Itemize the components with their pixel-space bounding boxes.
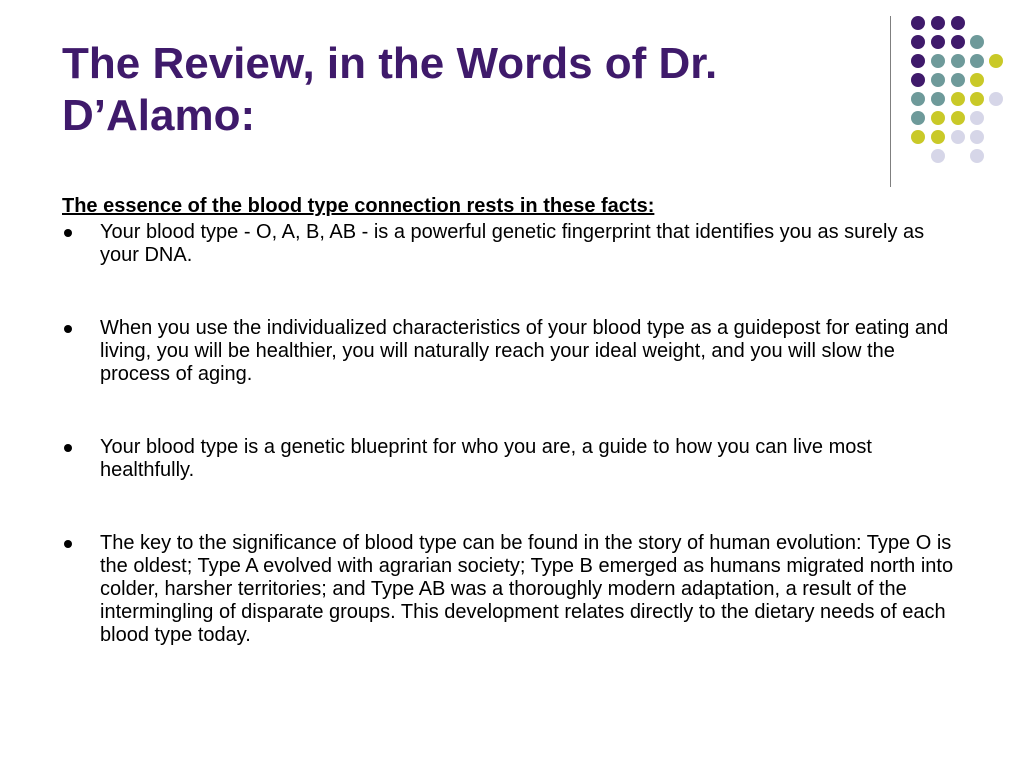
bullet-dot-icon [64, 540, 72, 548]
decor-dot [970, 54, 984, 68]
decor-dot [931, 92, 945, 106]
decor-dot [931, 130, 945, 144]
body-subheading: The essence of the blood type connection rests in these facts: [62, 195, 655, 217]
decor-dot [931, 149, 945, 163]
decor-dot [931, 54, 945, 68]
decor-dot [951, 73, 965, 87]
bullet-item [62, 317, 967, 386]
decor-dot [951, 54, 965, 68]
decor-dot [970, 149, 984, 163]
bullet-dot-icon [64, 444, 72, 452]
decor-dot [931, 111, 945, 125]
decor-dot [931, 35, 945, 49]
decor-dot [970, 73, 984, 87]
decor-dot [931, 16, 945, 30]
decor-dot [911, 73, 925, 87]
decor-dot [951, 35, 965, 49]
slide-title: The Review, in the Words of Dr. D’Alamo: [62, 39, 718, 140]
decor-dot [989, 54, 1003, 68]
decor-dot [970, 130, 984, 144]
decor-dot [911, 35, 925, 49]
decor-dot [970, 111, 984, 125]
bullet-text: Your blood type - O, A, B, AB - is a powerful genetic fingerprint that identifies you as surely as your DNA. [100, 221, 925, 266]
decor-dot [951, 130, 965, 144]
decor-dot [911, 92, 925, 106]
bullet-item [62, 532, 967, 647]
bullet-text: Your blood type is a genetic blueprint for who you are, a guide to how you can live most healthfully. [100, 436, 872, 481]
decor-dot [970, 92, 984, 106]
decor-dot [911, 130, 925, 144]
bullet-text: The key to the significance of blood type can be found in the story of human evolution: Type O is the oldest; Type A evolved with agrarian society; Type B emerged as humans migrated north into colder, harsher territories; and Type AB was a thoroughly modern adaptation, a result of the intermingling of disparate groups. This development relates directly to the dietary needs of each blood type today. [100, 532, 954, 646]
bullet-item [62, 221, 967, 267]
slide-body [62, 195, 967, 697]
decor-dot [970, 35, 984, 49]
decor-dot [911, 16, 925, 30]
bullet-dot-icon [64, 325, 72, 333]
decor-dot [911, 111, 925, 125]
decor-dot [931, 73, 945, 87]
decor-dot [951, 16, 965, 30]
decor-dot [951, 92, 965, 106]
decor-dot [951, 111, 965, 125]
title-divider [890, 16, 891, 187]
decor-dot [989, 92, 1003, 106]
bullet-item [62, 436, 967, 482]
bullet-dot-icon [64, 229, 72, 237]
bullet-list [62, 221, 967, 647]
decor-dot [911, 54, 925, 68]
bullet-text: When you use the individualized characteristics of your blood type as a guidepost for eating and living, you will be healthier, you will naturally reach your ideal weight, and you will slow the process of aging. [100, 317, 949, 385]
